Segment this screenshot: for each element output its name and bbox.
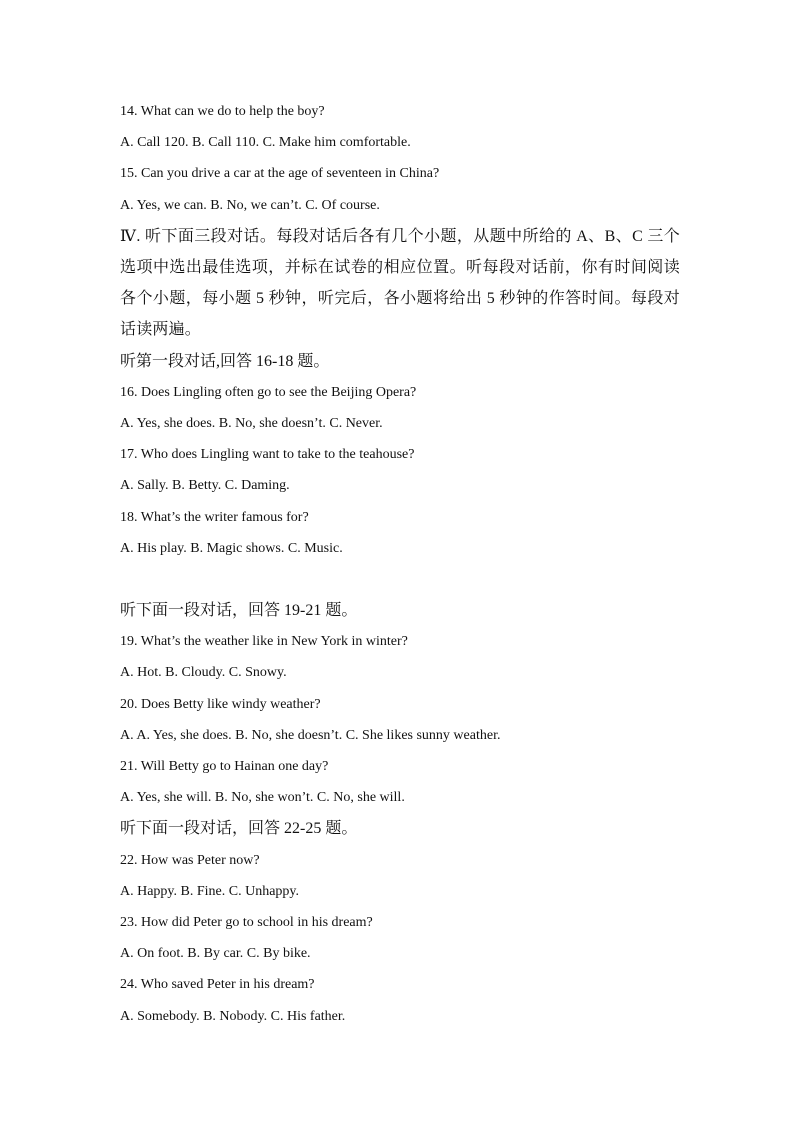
options-21: A. Yes, she will. B. No, she won’t. C. No, she will.: [120, 790, 405, 806]
question-17: 17. Who does Lingling want to take to the teahouse?: [120, 447, 415, 463]
options-22: A. Happy. B. Fine. C. Unhappy.: [120, 883, 300, 899]
options-16: A. Yes, she does. B. No, she doesn’t. C. Never.: [120, 416, 383, 432]
question-16: 16. Does Lingling often go to see the Beijing Opera?: [120, 384, 417, 400]
options-24: A. Somebody. B. Nobody. C. His father.: [120, 1008, 346, 1024]
question-19: 19. What’s the weather like in New York in winter?: [120, 634, 408, 650]
question-15: 15. Can you drive a car at the age of seventeen in China?: [120, 166, 440, 182]
options-18: A. His play. B. Magic shows. C. Music.: [120, 540, 343, 556]
question-20: 20. Does Betty like windy weather?: [120, 696, 321, 712]
options-15: A. Yes, we can. B. No, we can’t. C. Of course.: [120, 197, 380, 213]
question-24: 24. Who saved Peter in his dream?: [120, 977, 315, 993]
dialogue-1-heading: 听第一段对话,回答 16-18 题。: [120, 352, 330, 370]
dialogue-3-heading: 听下面一段对话，回答 22-25 题。: [120, 820, 358, 838]
options-14: A. Call 120. B. Call 110. C. Make him comfortable.: [120, 135, 411, 151]
options-17: A. Sally. B. Betty. C. Daming.: [120, 478, 290, 494]
blank-spacer: [120, 564, 680, 595]
options-19: A. Hot. B. Cloudy. C. Snowy.: [120, 665, 287, 681]
exam-page: [120, 96, 680, 1032]
question-21: 21. Will Betty go to Hainan one day?: [120, 759, 329, 775]
dialogue-2-heading: 听下面一段对话，回答 19-21 题。: [120, 602, 358, 620]
question-18: 18. What’s the writer famous for?: [120, 509, 309, 525]
section-iv-instructions: Ⅳ. 听下面三段对话。每段对话后各有几个小题，从题中所给的 A、B、C 三个选项中选出最佳选项，并标在试卷的相应位置。听每段对话前，你有时间阅读各个小题，每小题 5 秒钟，听完后，各小题将给出 5 秒钟的作答时间。每段对话读两遍。: [120, 227, 680, 339]
options-23: A. On foot. B. By car. C. By bike.: [120, 946, 311, 962]
question-14: 14. What can we do to help the boy?: [120, 104, 325, 119]
question-23: 23. How did Peter go to school in his dream?: [120, 915, 373, 931]
question-22: 22. How was Peter now?: [120, 852, 260, 868]
options-20: A. A. Yes, she does. B. No, she doesn’t. C. She likes sunny weather.: [120, 727, 501, 743]
